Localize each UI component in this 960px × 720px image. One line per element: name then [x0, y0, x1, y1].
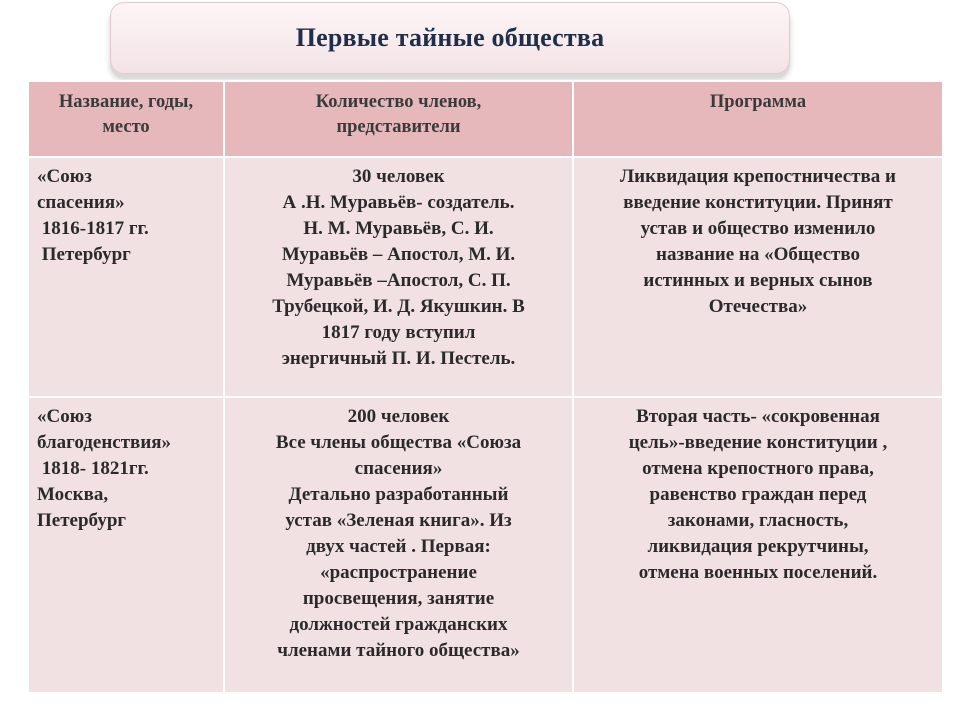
society-name-line: «Союз [37, 406, 92, 427]
society-place: Петербург [37, 244, 131, 265]
society-name-cell [28, 157, 224, 397]
program-cell: Вторая часть- «сокровенная цель»-введение конституции , отмена крепостного права, равенство граждан перед законами, гласность, ликвидация рекрутчины, отмена военных поселений. [573, 397, 943, 693]
society-place: Петербург [37, 510, 127, 531]
page-title: Первые тайные общества [295, 23, 605, 52]
secret-societies-table [27, 80, 944, 694]
society-name-line: спасения» [37, 192, 125, 213]
society-years: 1816-1817 гг. [37, 218, 149, 239]
members-cell: 30 человек А .Н. Муравьёв- создатель. Н. М. Муравьёв, С. И. Муравьёв – Апостол, М. И. Муравьёв –Апостол, С. П. Трубецкой, И. Д. Якушкин. В 1817 году вступил энергичный П. И. Пестель. [224, 157, 573, 397]
header-name: Название, годы, место [28, 81, 224, 157]
header-program: Программа [573, 81, 943, 157]
table-row [28, 397, 943, 693]
members-cell: 200 человек Все члены общества «Союза спасения» Детально разработанный устав «Зеленая книга». Из двух частей . Первая: «распространение просвещения, занятие должностей гражданских членами тайного общества» [224, 397, 573, 693]
society-name-line: «Союз [37, 166, 92, 187]
table-header-row [28, 81, 943, 157]
society-years: 1818- 1821гг. [37, 458, 149, 479]
society-name-cell [28, 397, 224, 693]
table-row [28, 157, 943, 397]
program-cell: Ликвидация крепостничества и введение конституции. Принят устав и общество изменило название на «Общество истинных и верных сынов Отечества» [573, 157, 943, 397]
title-banner [110, 2, 790, 74]
society-name-line: благоденствия» [37, 432, 172, 453]
society-place: Москва, [37, 484, 109, 505]
header-members: Количество членов, представители [224, 81, 573, 157]
